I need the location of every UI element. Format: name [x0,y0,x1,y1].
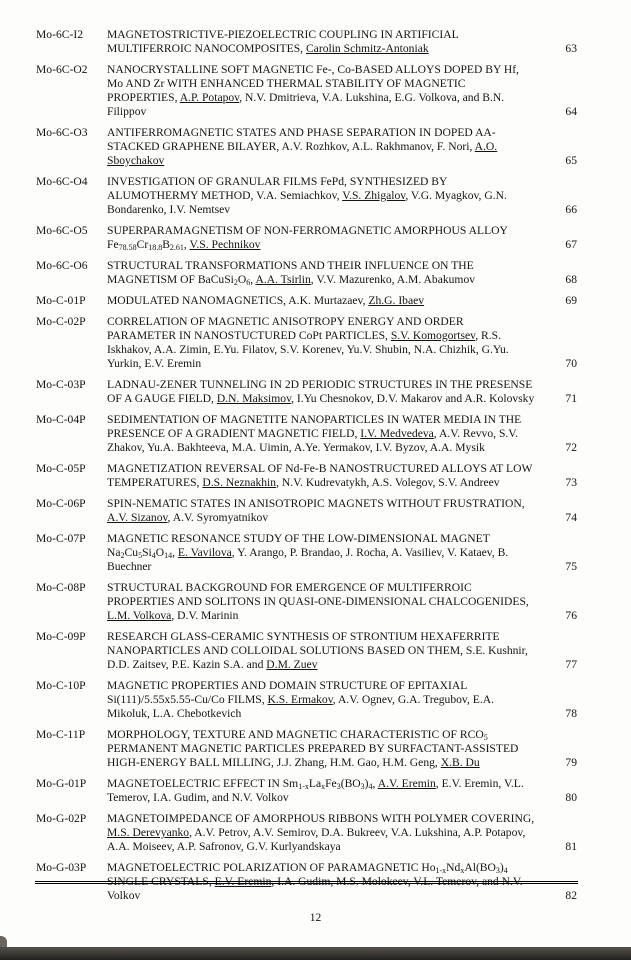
entry-title: MAGNETOIMPEDANCE OF AMORPHOUS RIBBONS WITH POLYMER COVERING, M.S. Derevyanko, A.V. Petrov, A.V. Semirov, D.A. Bukreev, V.A. Lukshina, A.P. Potapov, A.A. Moiseev, A.P. Safronov, G.V. Kurlyandskaya [107,812,535,853]
entry-page: 74 [565,511,577,524]
entry-code: Mo-6C-O4 [36,175,88,188]
toc-entry [36,777,577,805]
toc-entry [36,378,577,406]
entry-code: Mo-C-09P [36,630,86,643]
entry-title: SPIN-NEMATIC STATES IN ANISOTROPIC MAGNETS WITHOUT FRUSTRATION, A.V. Sizanov, A.V. Syromyatnikov [107,497,525,524]
entry-title: SEDIMENTATION OF MAGNETITE NANOPARTICLES IN WATER MEDIA IN THE PRESENCE OF A GRADIENT MAGNETIC FIELD, I.V. Medvedeva, A.V. Revvo, S.V. Zhakov, Yu.A. Bakhteeva, M.A. Uimin, A.Ye. Yermakov, I.V. Byzov, A.A. Mysik [107,413,522,454]
entry-title: INVESTIGATION OF GRANULAR FILMS FePd, SYNTHESIZED BY ALUMOTHERMY METHOD, V.A. Semiachkov, V.S. Zhigalov, V.G. Myagkov, G.N. Bondarenko, I.V. Nemtsev [107,175,507,216]
toc-entry [36,63,577,119]
entry-code: Mo-G-01P [36,777,87,790]
toc-list [36,28,577,910]
entry-title: SUPERPARAMAGNETISM OF NON-FERROMAGNETIC AMORPHOUS ALLOY $Fe_{78.58}Cr_{18.8}B_{2.61}$, V.S. Pechnikov [107,224,508,252]
entry-page: 76 [565,609,577,622]
entry-title: LADNAU-ZENER TUNNELING IN 2D PERIODIC STRUCTURES IN THE PRESENSE OF A GAUGE FIELD, D.N. Maksimov, I.Yu Chesnokov, D.V. Makarov and A.R. Kolovsky [107,378,535,405]
toc-entry [36,630,577,672]
entry-title: MAGNETOSTRICTIVE-PIEZOELECTRIC COUPLING IN ARTIFICIAL MULTIFERROIC NANOCOMPOSITES, Carolin Schmitz-Antoniak [107,28,459,55]
entry-title: STRUCTURAL BACKGROUND FOR EMERGENCE OF MULTIFERROIC PROPERTIES AND SOLITONS IN QUASI-ONE-DIMENSIONAL CHALCOGENIDES, L.M. Volkova, D.V. Marinin [107,581,529,622]
toc-entry [36,812,577,854]
toc-entry [36,728,577,770]
entry-title: CORRELATION OF MAGNETIC ANISOTROPY ENERGY AND ORDER PARAMETER IN NANOSTUCTURED CoPt PARTICLES, S.V. Komogortsev, R.S. Iskhakov, A.A. Zimin, E.Yu. Filatov, S.V. Korenev, Yu.V. Shubin, N.A. Chizhik, G.Yu. Yurkin, E.V. Eremin [107,315,509,370]
entry-page: 81 [565,840,577,853]
toc-entry [36,532,577,574]
entry-code: Mo-C-06P [36,497,86,510]
entry-code: Mo-C-02P [36,315,86,328]
entry-code: Mo-G-02P [36,812,87,825]
entry-code: Mo-6C-O5 [36,224,88,237]
entry-title: NANOCRYSTALLINE SOFT MAGNETIC Fe-, Co-BASED ALLOYS DOPED BY Hf, Mo AND Zr WITH ENHANCED THERMAL STABILITY OF MAGNETIC PROPERTIES, A.P. Potapov, N.V. Dmitrieva, V.A. Lukshina, E.G. Volkova, and B.N. Filippov [107,63,519,118]
page-number: 12 [309,912,322,924]
toc-entry [36,581,577,623]
entry-page: 65 [565,154,577,167]
entry-page: 79 [565,756,577,769]
entry-page: 78 [565,707,577,720]
toc-entry [36,28,577,56]
entry-code: Mo-6C-O2 [36,63,88,76]
toc-entry [36,224,577,252]
entry-code: Mo-G-03P [36,861,87,874]
entry-code: Mo-6C-I2 [36,28,84,41]
entry-code: Mo-C-07P [36,532,86,545]
entry-page: 82 [565,889,577,902]
entry-code: Mo-C-04P [36,413,86,426]
entry-title: MAGNETOELECTRIC EFFECT IN $Sm_{1-x}La_xFe_3(BO_3)_4$, A.V. Eremin, E.V. Eremin, V.L. Temerov, I.A. Gudim, and N.V. Volkov [107,777,524,804]
entry-code: Mo-C-03P [36,378,86,391]
entry-title: MAGNETIZATION REVERSAL OF Nd-Fe-B NANOSTRUCTURED ALLOYS AT LOW TEMPERATURES, D.S. Neznakhin, N.V. Kudrevatykh, A.S. Volegov, S.V. Andreev [107,462,533,489]
entry-page: 77 [565,658,577,671]
entry-title: STRUCTURAL TRANSFORMATIONS AND THEIR INFLUENCE ON THE MAGNETISM OF $BaCuSi_2O_6$, A.A. Tsirlin, V.V. Mazurenko, A.M. Abakumov [107,259,476,287]
entry-title: MAGNETOELECTRIC POLARIZATION OF PARAMAGNETIC $Ho_{1-x}Nd_xAl(BO_3)_4$ SINGLE CRYSTALS, E.V. Eremin, I.A. Gudim, M.S. Molokeev, V.L. Temerov, and N.V. Volkov [107,861,523,902]
toc-entry [36,259,577,287]
toc-entry [36,126,577,168]
entry-title: ANTIFERROMAGNETIC STATES AND PHASE SEPARATION IN DOPED AA-STACKED GRAPHENE BILAYER, A.V. Rozhkov, A.L. Rakhmanov, F. Nori, A.O. Sboychakov [107,126,498,167]
entry-code: Mo-6C-O3 [36,126,88,139]
entry-code: Mo-C-11P [36,728,86,741]
entry-page: 68 [565,273,577,286]
entry-page: 73 [565,476,577,489]
entry-page: 66 [565,203,577,216]
entry-page: 69 [565,294,577,307]
entry-code: Mo-C-08P [36,581,86,594]
entry-code: Mo-C-05P [36,462,86,475]
entry-page: 80 [565,791,577,804]
toc-entry [36,679,577,721]
entry-title: MAGNETIC PROPERTIES AND DOMAIN STRUCTURE OF EPITAXIAL Si(111)/5.55x5.55-Cu/Co FILMS, K.S. Ermakov, A.V. Ognev, G.A. Tregubov, E.A. Mikoluk, L.A. Chebotkevich [107,679,495,720]
entry-title: MAGNETIC RESONANCE STUDY OF THE LOW-DIMENSIONAL MAGNET $Na_2Cu_5Si_4O_{14}$, E. Vavilova, Y. Arango, P. Brandao, J. Rocha, A. Vasiliev, V. Kataev, B. Buechner [107,532,509,573]
entry-code: Mo-C-10P [36,679,86,692]
entry-page: 67 [565,238,577,251]
entry-title: MORPHOLOGY, TEXTURE AND MAGNETIC CHARACTERISTIC OF $RCO_5$ PERMANENT MAGNETIC PARTICLES PREPARED BY SURFACTANT-ASSISTED HIGH-ENERGY BALL MILLING, J.J. Zhang, H.M. Gao, H.M. Geng, X.B. Du [107,728,519,769]
entry-page: 72 [565,441,577,454]
toc-entry [36,175,577,217]
toc-entry [36,294,577,308]
entry-code: Mo-C-01P [36,294,86,307]
entry-page: 75 [565,560,577,573]
toc-entry [36,413,577,455]
footer-rule [35,881,578,884]
toc-entry [36,497,577,525]
toc-entry [36,315,577,371]
entry-page: 63 [565,42,577,55]
scan-edge [0,947,631,960]
toc-entry [36,462,577,490]
entry-page: 64 [565,105,577,118]
entry-title: RESEARCH GLASS-CERAMIC SYNTHESIS OF STRONTIUM HEXAFERRITE NANOPARTICLES AND COLLOIDAL SOLUTIONS BASED ON THEM, S.E. Kushnir, D.D. Zaitsev, P.E. Kazin S.A. and D.M. Zuev [107,630,528,671]
entry-page: 71 [565,392,577,405]
entry-title: MODULATED NANOMAGNETICS, A.K. Murtazaev, Zh.G. Ibaev [107,294,425,307]
entry-page: 70 [565,357,577,370]
entry-code: Mo-6C-O6 [36,259,88,272]
